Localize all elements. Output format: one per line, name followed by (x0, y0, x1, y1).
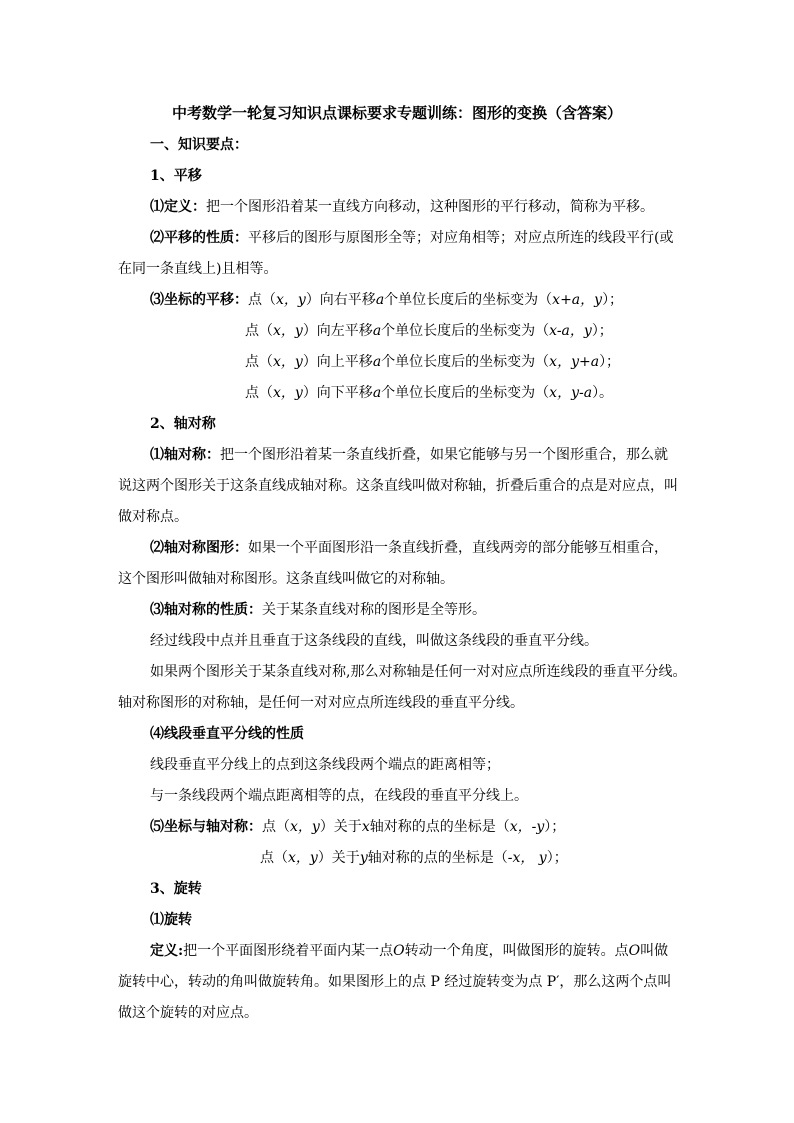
s1-def-label: ⑴定义： (150, 199, 206, 215)
s1-prop-text-a: 平移后的图形与原图形全等；对应角相等；对应点所连的线段平行(或 (248, 230, 674, 246)
text: x+a，y (552, 292, 603, 308)
s2-def-text-b: 说这两个图形关于这条直线成轴对称。这条直线叫做对称轴，折叠后重合的点是对应点，叫 (118, 478, 678, 494)
text: ）向上平移 (302, 354, 373, 370)
s1-coord-line-3 (245, 352, 620, 372)
text: 如果一个平面图形沿一条直线折叠，直线两旁的部分能够互相重合， (248, 540, 668, 556)
s1-definition (150, 197, 654, 217)
s2-def-text-c: 做对称点。 (118, 509, 188, 525)
s2-perp-1: 线段垂直平分线上的点到这条线段两个端点的距离相等； (150, 757, 500, 773)
text: ）； (602, 292, 624, 308)
s2-perp-label: ⑷线段垂直平分线的性质 (150, 726, 304, 742)
s3-def-label: 定义: (150, 943, 184, 959)
text: a (372, 323, 382, 339)
s3-def-text-b: 旋转中心，转动的角叫做旋转角。如果图形上的点 P 经过旋转变为点 P′，那么这两个点叫 (118, 974, 672, 990)
text: 点（ (245, 385, 273, 401)
text: ）关于 (319, 819, 362, 835)
text: ）向右平移 (305, 292, 376, 308)
s2-para-1: 经过线段中点并且垂直于这条线段的直线，叫做这条线段的垂直平分线。 (150, 633, 598, 649)
text: a (375, 292, 385, 308)
text: 把一个平面图形绕着平面内某一点 (183, 943, 394, 959)
s3-def-text-c: 做这个旋转的对应点。 (118, 1005, 258, 1021)
s2-prop-label: ⑶轴对称的性质： (150, 602, 262, 618)
text: ）； (591, 323, 613, 339)
s1-prop-text-b: 在同一条直线上)且相等。 (118, 261, 278, 277)
text: 转动一个角度，叫做图形的旋转。点 (404, 943, 629, 959)
text: x，y-a (549, 385, 593, 401)
text: 个单位长度后的坐标变为（ (381, 385, 550, 401)
text: y (359, 850, 368, 866)
text: ）向左平移 (302, 323, 373, 339)
text: -x， y (507, 850, 547, 866)
text: 点（ (260, 850, 288, 866)
text: x，y (290, 819, 320, 835)
text: x (361, 819, 370, 835)
text: x，y+a (549, 354, 600, 370)
text: O (393, 943, 405, 959)
s2-def-label: ⑴轴对称： (150, 447, 220, 463)
text: 叫做 (640, 943, 669, 959)
text: 个单位长度后的坐标变为（ (384, 292, 553, 308)
text: x，-y (509, 819, 545, 835)
s1-prop-label: ⑵平移的性质： (150, 230, 248, 246)
s2-fig-label: ⑵轴对称图形： (150, 540, 248, 556)
text: 轴对称的点的坐标是（ (369, 819, 510, 835)
s2-perp-2: 与一条线段两个端点距离相等的点，在线段的垂直平分线上。 (150, 788, 528, 804)
text: 轴对称的点的坐标是（ (367, 850, 508, 866)
text: 点（ (245, 323, 273, 339)
s2-coord-line-1 (150, 817, 565, 837)
s2-fig-text-b: 这个图形叫做轴对称图形。这条直线叫做它的对称轴。 (118, 571, 454, 587)
text: ）关于 (317, 850, 360, 866)
text: 点（ (262, 819, 290, 835)
text: x，y (276, 292, 306, 308)
s2-definition (150, 445, 668, 465)
text: a (372, 385, 382, 401)
text: x，y (288, 850, 318, 866)
s1-coord-line-2 (245, 321, 613, 341)
s1-def-text: 把一个图形沿着某一直线方向移动，这种图形的平行移动，简称为平移。 (206, 199, 654, 215)
text: 点（ (245, 354, 273, 370)
s1-coord-label: ⑶坐标的平移： (150, 292, 248, 308)
text: 关于某条直线对称的图形是全等形。 (262, 602, 486, 618)
section-3-heading: 3、旋转 (150, 881, 202, 897)
s1-property (150, 228, 673, 248)
s2-coord-line-2 (260, 848, 568, 868)
knowledge-heading: 一、知识要点： (150, 137, 248, 153)
section-2-heading: 2、轴对称 (150, 416, 216, 432)
text: x，y (273, 385, 303, 401)
text: ）； (546, 850, 568, 866)
text: x-a，y (549, 323, 592, 339)
s2-figure (150, 538, 668, 558)
text: O (628, 943, 641, 959)
s2-property (150, 600, 486, 620)
s1-coord-line-4 (245, 383, 613, 403)
s2-para-2a: 如果两个图形关于某条直线对称,那么对称轴是任何一对对应点所连线段的垂直平分线。 (150, 664, 687, 680)
text: ）； (599, 354, 621, 370)
text: 把一个图形沿着某一条直线折叠，如果它能够与另一个图形重合，那么就 (220, 447, 668, 463)
text: 个单位长度后的坐标变为（ (381, 354, 550, 370)
text: 点（ (248, 292, 276, 308)
text: a (372, 354, 382, 370)
s1-coord-line-1 (150, 290, 623, 310)
text: ）。 (592, 385, 614, 401)
text: ）向下平移 (302, 385, 373, 401)
s3-definition (150, 941, 668, 961)
s2-coord-label: ⑸坐标与轴对称： (150, 819, 262, 835)
text: 个单位长度后的坐标变为（ (381, 323, 550, 339)
s3-sub-label: ⑴旋转 (150, 912, 192, 928)
section-1-heading: 1、平移 (150, 168, 202, 184)
s2-para-2b: 轴对称图形的对称轴，是任何一对对应点所连线段的垂直平分线。 (118, 695, 524, 711)
text: x，y (273, 323, 303, 339)
text: ）； (544, 819, 566, 835)
document-title: 中考数学一轮复习知识点课标要求专题训练：图形的变换（含答案） (171, 104, 622, 122)
text: x，y (273, 354, 303, 370)
